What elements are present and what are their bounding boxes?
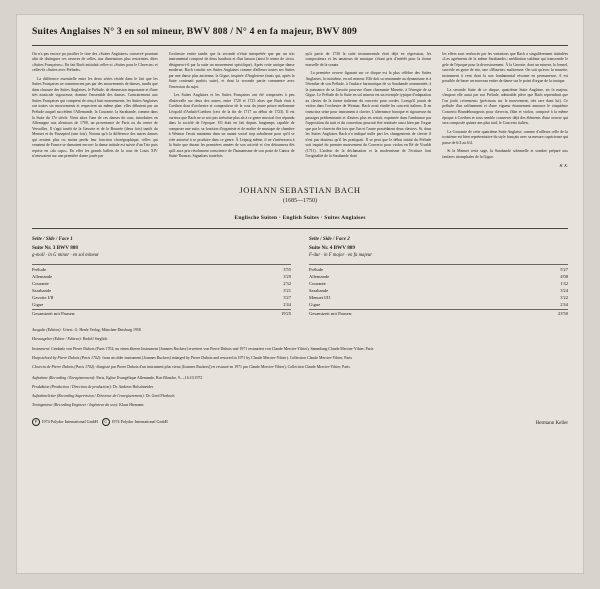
credit-line xyxy=(32,328,568,334)
track-row xyxy=(309,294,568,301)
phonogram-text: 1974 Polydor International GmbH xyxy=(41,418,98,424)
track-name: Prélude xyxy=(309,266,324,272)
credit-text: Paris, Eglise Evangélique Allemande, Rue Blanche, 9.—16.10.1972 xyxy=(96,375,203,380)
credit-line xyxy=(32,376,568,382)
track-time: 3'55 xyxy=(283,266,291,272)
track-row xyxy=(309,287,568,294)
composer-block xyxy=(30,185,570,204)
side-label: Seite / Side / Face 1 xyxy=(32,237,73,243)
track-row xyxy=(32,294,291,301)
notes-paragraph: les effets sont renforcés par les variations que Bach a singulièrement intitulées «Les agréments de la même Sarabande»: méditation sublime qui transcende le gele de l'époque pour la diversissement. À la Gavotte, dont un mineur, la formel, succède en guise de trio, une «Musette» malicieuse. On sait qu'avec la musette, instrument à vent dont la son fondamental résonne en permanence, il est possible de baser un morceau entier de danse sur le point d'orgue de la tonique. xyxy=(442,51,568,84)
track-row xyxy=(32,287,291,294)
notes-paragraph: La différence essentielle entre les deux séries réside dans le fait que les Suites Françaises ne commencent pas par des mouvements de danses, tandis que dans chacune des Suites Anglaises, le Prélude, de dimension importante et d'une très musicale vigoureuse, domine l'ensemble des danses. Contrairement aux Suites Françaises qui comptent de cinq à huit mouvements, les Suites Anglaises ont toutes six mouvements et respectent un même plan: elles débutent par un Prélude auquel succèdent l'Allemande, la Courante, la Sarabande, comme dans la Suite du 17e siècle. Vient alors l'une de ces danses de cour, introduites en Allemagne aux alentours de 1700, un provenance de Paris ou du centre de Versailles. Il s'agit tantôt de la Gavotte et de la Bourrée (deux fois) tantôt du Menuet et du Passepied (une fois). Notons qu'à la différence des autres danses qui avaient plus ou moins perdu leur fonction chorégraphique, celles qui venaient de France se dansaient encore: la danse initiale est suivie d'un Trio puis reprise en «da capo». En effet les grands ballets de la cour de Louis XIV n'oeuvraient sur une première danse jouée par xyxy=(32,76,158,159)
track-name: Gigue xyxy=(309,302,321,308)
credit-text: Dr. Gerd Ploebsch xyxy=(145,393,175,398)
notes-paragraph: La Courante de cette quatrième Suite Anglaise, comme d'ailleurs celle de la troisième est bien représentative du style français avec sa mesure capricieuse qui passe de 6/4 au 6/4. xyxy=(442,129,568,145)
work-title xyxy=(309,245,568,259)
composer-dates: (1685—1750) xyxy=(283,198,317,205)
notes-signature: H. K. xyxy=(559,163,568,169)
copyright-text: 1974 Polydor International GmbH xyxy=(111,418,168,424)
track-time: 3'29 xyxy=(283,273,291,279)
notes-paragraph: On n'a pas encore pu justifier le titre des «Suites Anglaises» conservé pourtant afin de distinguer ces oeuvres de celles, aux dimensions plus restreintes, dites «Suites Françaises». En fait Bach intitulait celles-ci «Suites pour le Clavecin» et celles-là «Suites avec Prélude». xyxy=(32,51,158,73)
copyright-icon: C xyxy=(102,418,110,426)
track-name: Prélude xyxy=(32,266,47,272)
work-subtitle: g-moll · in G minor · en sol mineur xyxy=(32,253,99,259)
side-1 xyxy=(32,237,291,317)
liner-notes xyxy=(32,52,568,170)
total-time: 23'50 xyxy=(557,311,568,317)
credit-label: Instrument: xyxy=(32,346,51,351)
track-name: Allemande xyxy=(32,273,53,279)
notes-paragraph: qu'à partir de 1730 la suite instrumentale était déjà en régression, les compositeurs et les amateurs de musique s'étant pris d'intérêt pour la forme nouvelle de la sonate. xyxy=(305,51,432,67)
credit-text: from an older instrument [Joannes Ruckers] enlarged by Pierre Dubois and restored in 1971 by Claude Mercier-Ythier). Collection Claude Mercier-Ythier, Paris xyxy=(102,355,353,360)
side-label: Seite / Side / Face 2 xyxy=(309,237,350,243)
total-time: 19'25 xyxy=(280,311,291,317)
credit-line xyxy=(32,365,568,371)
notes-column-2 xyxy=(169,52,295,170)
credit-text: Klaus Hiemann xyxy=(119,403,144,408)
footer xyxy=(32,418,568,426)
track-time: 3'22 xyxy=(560,294,568,300)
notes-paragraph: Si la Menuet reste sage, la Sarabande solennelle et sombre préparé aux fanfares triomphales de la Gigue. xyxy=(442,149,568,159)
track-row xyxy=(309,273,568,280)
track-list xyxy=(309,264,568,311)
notes-paragraph: La seconde Suite de ce disque, quatrième Suite Anglaise, en fa majeur, s'impose elle aussi par son Prélude, admirable pièce que Bach reprendrait que l'on jouât «vivement» (précisons sur le mouvement, très rare dans lui). Ce prélude d'un raffinement et d'une vigueur étonnement annonce le cinquième Concerto Brandebourgeois pour clavecin, flûte et violon, composé à la même époque à Coethen et sous semble conserver déjà des éléments d'une oeuvre qui sera composée quinze ans plus tard, le Concerto italien. xyxy=(442,87,568,126)
credit-line xyxy=(32,385,568,391)
title-divider xyxy=(32,45,568,46)
tracklist-divider xyxy=(32,228,568,229)
work-title-text: Suite Nr. 3 BWV 808 xyxy=(32,245,78,252)
credit-label: Aufnahmeleiter (Recording Supervision / Directeur de l'enregistrement): xyxy=(32,393,145,398)
total-row xyxy=(32,310,291,317)
work-title-text: Suite Nr. 4 BWV 809 xyxy=(309,245,355,252)
composer-name: JOHANN SEBASTIAN BACH xyxy=(239,185,361,196)
track-time: 2'32 xyxy=(283,280,291,286)
credit-text: élargissé par Pierre Dubois d'un instrument plus vieux [Joannes Ruckers]) et restauré en 1971 par Claude Mercier-Ythier). Collection Claude Mercier-Ythier, Paris xyxy=(96,364,350,369)
tracklists xyxy=(32,237,568,317)
track-name: Gigue xyxy=(32,302,44,308)
credit-text: Rudolf Steglich xyxy=(82,337,108,342)
track-name: Sarabande xyxy=(309,287,329,293)
suites-subtitle: Englische Suiten · English Suites · Suites Anglaises xyxy=(234,215,366,222)
credit-label: Aufnahme (Recording / Enregistrement): xyxy=(32,375,96,380)
credit-line xyxy=(32,337,568,343)
track-time: 5'27 xyxy=(560,266,568,272)
credit-line xyxy=(32,347,568,353)
notes-paragraph: Les Suites Anglaises et les Suites Françaises ont été composées à peu d'intervalle sur deux des autres, entre 1720 et 1723 alors que Bach était à Coethen dont d'orchestre et compositeur de la cour du jeune prince mélomane Léopold d'Anhalt-Coethen (ceci de la fin de 1717 au début de 1723). Il est curieux que Bach ne se soit pas irrésolue plus ah à ce genre musical fort répandu dans la société de l'époque: S'il était en fait depuis longtemps capable de composer une suite, sa fonction d'organiste et de maître de musique de chambre à Weimar l'avait maintenu dans un autant social trop subalterne pour qu'il se crée autorisé à se produire dans ce genre. À Leipzig même, il ne s'intéressera à la Suite que durant les premières années de son activité et s'en détournera dès qu'il aura pris résolument conscience de l'humanisme de son poste de Cantor de Saint-Thomas. Signalons toutefois xyxy=(168,93,295,159)
notes-column-4 xyxy=(442,52,568,170)
total-row xyxy=(309,310,568,317)
credit-text: Urtext. G. Henle Verlag, München-Duisburg 1958 xyxy=(62,328,141,333)
track-list xyxy=(32,264,291,311)
credit-line xyxy=(32,394,568,400)
work-title xyxy=(32,245,291,259)
track-time: 3'24 xyxy=(560,287,568,293)
track-time: 3'21 xyxy=(283,287,291,293)
credit-label: Ausgabe (Edition): xyxy=(32,328,62,333)
track-name: Courante xyxy=(32,280,49,286)
track-time: 2'44 xyxy=(560,302,568,308)
author-credit: Hermann Keller xyxy=(535,420,568,426)
record-sleeve xyxy=(16,14,584,574)
notes-paragraph: l'orchestre entier tandis que la seconde n'était interprétée que par un trio instrumental composé de deux hautbois et d'un basson (ainsi le terme de «trio» désignera-t-il par la suite un mouvement spécifique). Après cette antique danse moderne, Bach conclut ses Suites Anglaises comme d'ailleurs toutes ses Suites par une danse plus ancienne, la Gigue, inspirée d'Angleterre (mais qui, après la Suite contenait parfois suite), et dont la seconde partie commence avec l'inversion du sujet. xyxy=(168,51,295,89)
track-time: 4'08 xyxy=(560,273,568,279)
total-label: Gesamtzeit mit Pausen: xyxy=(32,311,76,317)
page-title: Suites Anglaises N° 3 en sol mineur, BWV 808 / N° 4 en fa majeur, BWV 809 xyxy=(32,26,358,37)
track-row xyxy=(309,266,568,273)
track-row xyxy=(309,280,568,287)
track-time: 1'42 xyxy=(560,280,568,286)
credits-block xyxy=(32,328,568,408)
notes-column-3 xyxy=(306,52,432,170)
credit-text: Cembalo von Pierre Dubois (Paris 1702; nu einen älteren Instrument [Joannes Ruckers] erweitert von Pierre Dubois und 1971 restauriert von Claude Mercier-Ythier), Sammlung Claude Mercier-Ythier, Paris xyxy=(51,346,374,351)
side-2 xyxy=(309,237,568,317)
track-time: 3'27 xyxy=(283,294,291,300)
track-row xyxy=(32,273,291,280)
credit-label: Toningenieur (Recording Engineer / Ingénieur du son): xyxy=(32,403,119,408)
work-subtitle: F-dur · in F major · en fa majeur xyxy=(309,253,373,259)
credit-label: Harpsichord by Pierre Dubois (Paris 1702): xyxy=(32,355,102,360)
total-label: Gesamtzeit mit Pausen: xyxy=(309,311,353,317)
track-name: Menuet I/II xyxy=(309,294,331,300)
track-row xyxy=(32,280,291,287)
track-name: Gavotte I/II xyxy=(32,294,54,300)
credit-text: Dr. Andreas Holschneider xyxy=(112,384,154,389)
track-row xyxy=(32,266,291,273)
copyright-block xyxy=(32,418,168,426)
track-name: Allemande xyxy=(309,273,330,279)
track-name: Sarabande xyxy=(32,287,52,293)
sleeve-inner xyxy=(30,26,570,562)
track-row xyxy=(32,301,291,308)
notes-paragraph: La première oeuvre figurant sur ce disque est la plus célèbre des Suites Anglaises, la troisième, en sol mineur. Elle doit sa renommée au dynamisme et à l'étendue de son Prélude, à l'audace harmonique de sa Sarabande ornementée, à la puissance de sa Gavotte pourvue d'une charmante Musette, à l'énergie de sa Gigue. Le Prélude de la Suite en sol mineur est un exemple typique d'adaptation au clavier de la forme italienne du concerto pour cordes. Lorsqu'il jouait de violon dans l'orchestre de Weimar, Bach avait étudié les concerti italiens. Il en transcrira seize pour instrument à clavier. L'alternance baroque et rigoureuse du passages prédominants et d'autres plus en retrait, exprimée dans l'ambiance par l'opposition du tutti et du concertino pourrait être restituée aussi bien par l'orgue que par le clavecin dès lors que l'un et l'autre possédaient deux claviers. Si, dans les Suites Anglaises Bach n'a indiqué nulle part les changements de clavier il n'est pas douteux qu'il les pratiquait. Il se peut que le début initial du Prélude soit inspiré du premier mouvement du Concerto pour violon en Ré de Vivaldi (1711). L'ardeur de la déclamation et la modernisme de l'écriture font l'originalité de la Sarabande dont xyxy=(305,71,432,159)
track-name: Courante xyxy=(309,280,326,286)
phonogram-icon: P xyxy=(32,418,40,426)
credit-label: Clavecin de Pierre Dubois (Paris 1702): xyxy=(32,364,96,369)
credit-label: Produktion (Production / Direction de production): xyxy=(32,384,112,389)
track-row xyxy=(309,301,568,308)
credit-line xyxy=(32,403,568,409)
track-time: 2'44 xyxy=(283,302,291,308)
credit-label: Herausgeber (Editor / Editeur): xyxy=(32,337,82,342)
credit-line xyxy=(32,356,568,362)
notes-column-1 xyxy=(32,52,158,170)
